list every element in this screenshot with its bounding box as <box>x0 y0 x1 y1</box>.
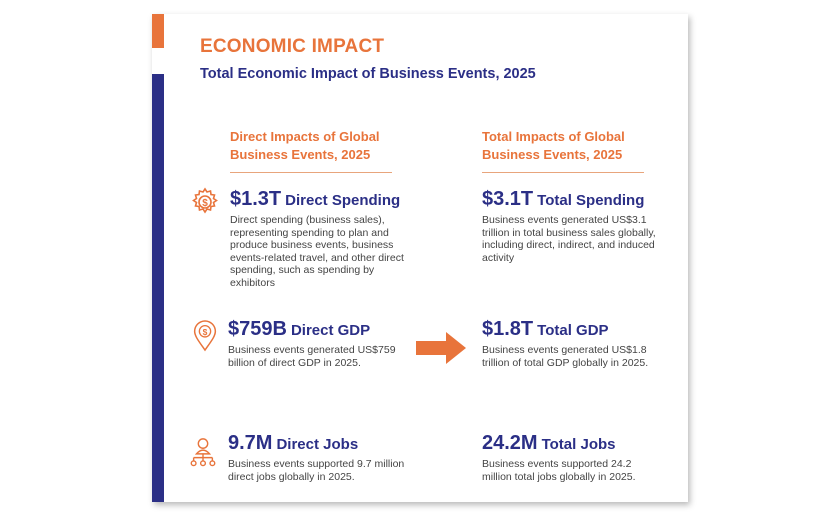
direct-spending-item <box>230 188 410 289</box>
direct-jobs-label: Direct Jobs <box>276 436 359 453</box>
total-jobs-label: Total Jobs <box>541 436 616 453</box>
total-spending-desc: Business events generated US$3.1 trillion in total business sales globally, including direct, indirect, and induced activity <box>482 214 656 264</box>
total-spending-label: Total Spending <box>537 192 645 209</box>
direct-jobs-desc: Business events supported 9.7 million direct jobs globally in 2025. <box>228 458 405 483</box>
total-jobs-item <box>482 432 662 483</box>
page-title: ECONOMIC IMPACT <box>200 36 385 57</box>
person-network-icon <box>188 436 218 468</box>
direct-gdp-desc: Business events generated US$759 billion of direct GDP in 2025. <box>228 344 396 369</box>
gear-dollar-icon <box>190 186 220 218</box>
total-jobs-value: 24.2M <box>482 432 538 454</box>
direct-spending-desc: Direct spending (business sales), representing spending to plan and produce business events, business events-related travel, and other direct spending, such as spending by exhibitors <box>230 214 404 289</box>
direct-gdp-value: $759B <box>228 318 287 340</box>
direct-column-heading: Direct Impacts of Global Business Events, 2025 <box>230 128 392 173</box>
total-gdp-label: Total GDP <box>537 322 609 339</box>
total-gdp-desc: Business events generated US$1.8 trillion of total GDP globally in 2025. <box>482 344 649 369</box>
orange-accent-bar <box>152 14 164 48</box>
total-spending-value: $3.1T <box>482 188 534 210</box>
total-column-heading: Total Impacts of Global Business Events, 2025 <box>482 128 644 173</box>
page-subtitle: Total Economic Impact of Business Events, 2025 <box>200 66 536 82</box>
svg-text:$: $ <box>202 327 208 338</box>
total-gdp-item <box>482 318 662 369</box>
direct-gdp-label: Direct GDP <box>290 322 371 339</box>
location-dollar-icon <box>190 320 220 352</box>
total-jobs-desc: Business events supported 24.2 million total jobs globally in 2025. <box>482 458 636 483</box>
direct-gdp-item <box>228 318 408 369</box>
direct-jobs-item <box>228 432 408 483</box>
navy-accent-bar <box>152 74 164 502</box>
svg-text:$: $ <box>202 198 208 209</box>
direct-jobs-value: 9.7M <box>228 432 273 454</box>
right-arrow-icon <box>416 332 466 364</box>
total-gdp-value: $1.8T <box>482 318 534 340</box>
direct-spending-value: $1.3T <box>230 188 282 210</box>
direct-spending-label: Direct Spending <box>285 192 401 209</box>
total-spending-item <box>482 188 662 264</box>
economic-impact-card <box>152 14 688 502</box>
